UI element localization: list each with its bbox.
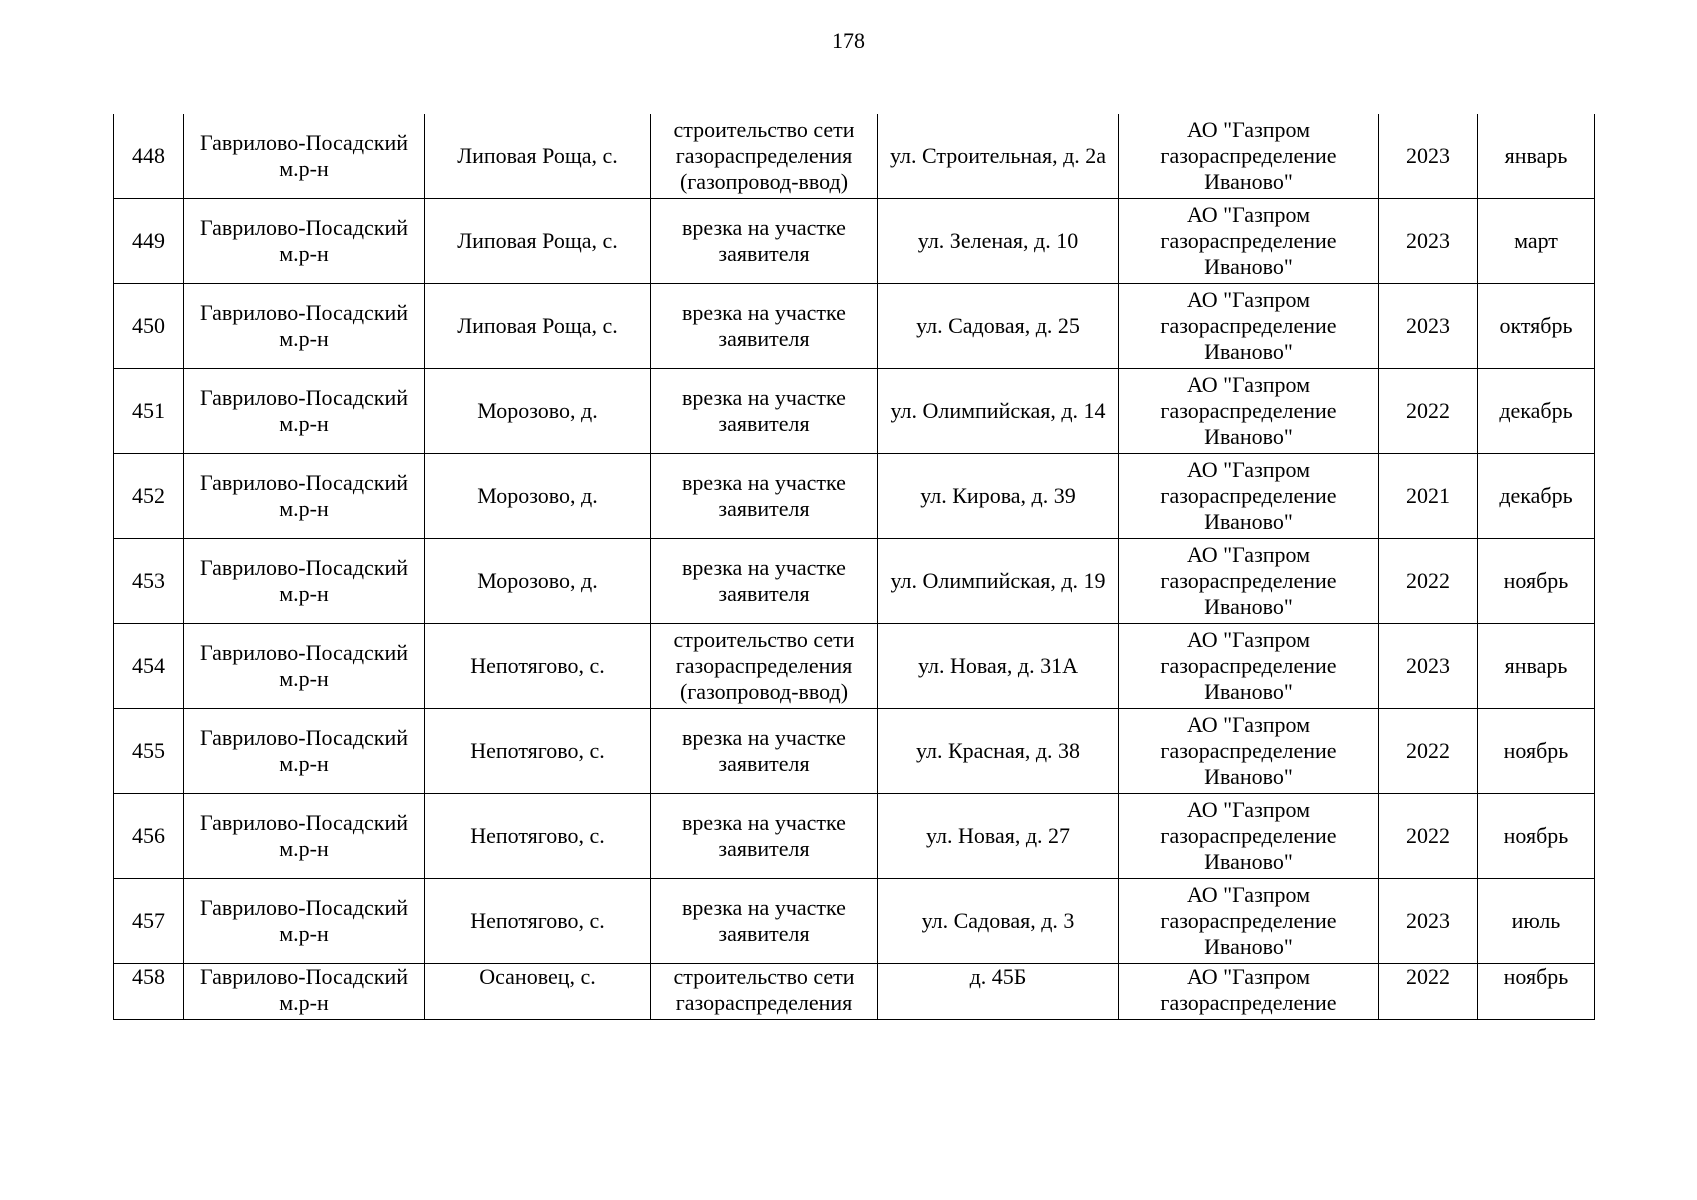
address-cell: ул. Олимпийская, д. 14 (878, 369, 1119, 454)
month-cell: декабрь (1478, 369, 1595, 454)
settlement-cell: Морозово, д. (425, 539, 651, 624)
row-number: 453 (114, 539, 184, 624)
table-row (114, 879, 1595, 964)
organization-cell: АО "Газпром газораспределение Иваново" (1119, 539, 1379, 624)
work-type-cell: врезка на участке заявителя (651, 199, 878, 284)
address-cell: ул. Садовая, д. 3 (878, 879, 1119, 964)
table-row (114, 794, 1595, 879)
year-cell: 2023 (1379, 114, 1478, 199)
table-row (114, 114, 1595, 199)
district-cell: Гаврилово-Посадский м.р-н (184, 624, 425, 709)
address-cell: ул. Кирова, д. 39 (878, 454, 1119, 539)
year-cell: 2022 (1379, 794, 1478, 879)
year-cell: 2022 (1379, 709, 1478, 794)
settlement-cell: Липовая Роща, с. (425, 199, 651, 284)
table-row (114, 539, 1595, 624)
settlement-cell: Липовая Роща, с. (425, 114, 651, 199)
work-type-cell: врезка на участке заявителя (651, 879, 878, 964)
work-type-cell: врезка на участке заявителя (651, 284, 878, 369)
table-row (114, 709, 1595, 794)
district-cell: Гаврилово-Посадский м.р-н (184, 284, 425, 369)
year-cell: 2021 (1379, 454, 1478, 539)
year-cell: 2022 (1379, 539, 1478, 624)
month-cell: ноябрь (1478, 794, 1595, 879)
month-cell: январь (1478, 114, 1595, 199)
address-cell: ул. Красная, д. 38 (878, 709, 1119, 794)
settlement-cell: Непотягово, с. (425, 709, 651, 794)
settlement-cell: Морозово, д. (425, 454, 651, 539)
table-row (114, 199, 1595, 284)
year-cell: 2022 (1379, 964, 1478, 1020)
month-cell: июль (1478, 879, 1595, 964)
district-cell: Гаврилово-Посадский м.р-н (184, 539, 425, 624)
settlement-cell: Морозово, д. (425, 369, 651, 454)
row-number: 450 (114, 284, 184, 369)
row-number: 449 (114, 199, 184, 284)
row-number: 454 (114, 624, 184, 709)
address-cell: ул. Олимпийская, д. 19 (878, 539, 1119, 624)
table-row (114, 964, 1595, 1020)
table-row (114, 454, 1595, 539)
table-row (114, 624, 1595, 709)
row-number: 455 (114, 709, 184, 794)
work-type-cell: врезка на участке заявителя (651, 539, 878, 624)
year-cell: 2023 (1379, 879, 1478, 964)
organization-cell: АО "Газпром газораспределение Иваново" (1119, 114, 1379, 199)
organization-cell: АО "Газпром газораспределение Иваново" (1119, 284, 1379, 369)
organization-cell: АО "Газпром газораспределение Иваново" (1119, 879, 1379, 964)
year-cell: 2023 (1379, 284, 1478, 369)
work-type-cell: строительство сети газораспределения (газопровод-ввод) (651, 624, 878, 709)
district-cell: Гаврилово-Посадский м.р-н (184, 369, 425, 454)
work-type-cell: врезка на участке заявителя (651, 454, 878, 539)
address-cell: ул. Строительная, д. 2а (878, 114, 1119, 199)
table-row (114, 284, 1595, 369)
organization-cell: АО "Газпром газораспределение Иваново" (1119, 624, 1379, 709)
row-number: 457 (114, 879, 184, 964)
year-cell: 2023 (1379, 624, 1478, 709)
organization-cell: АО "Газпром газораспределение Иваново" (1119, 709, 1379, 794)
address-cell: ул. Зеленая, д. 10 (878, 199, 1119, 284)
district-cell: Гаврилово-Посадский м.р-н (184, 879, 425, 964)
table-body (114, 114, 1595, 1020)
row-number: 456 (114, 794, 184, 879)
district-cell: Гаврилово-Посадский м.р-н (184, 454, 425, 539)
row-number: 452 (114, 454, 184, 539)
month-cell: ноябрь (1478, 709, 1595, 794)
work-type-cell: врезка на участке заявителя (651, 709, 878, 794)
page-number: 178 (832, 28, 865, 53)
organization-cell: АО "Газпром газораспределение Иваново" (1119, 369, 1379, 454)
work-type-cell: врезка на участке заявителя (651, 369, 878, 454)
district-cell: Гаврилово-Посадский м.р-н (184, 964, 425, 1020)
district-cell: Гаврилово-Посадский м.р-н (184, 709, 425, 794)
organization-cell: АО "Газпром газораспределение Иваново" (1119, 794, 1379, 879)
settlement-cell: Непотягово, с. (425, 624, 651, 709)
address-cell: ул. Садовая, д. 25 (878, 284, 1119, 369)
settlement-cell: Липовая Роща, с. (425, 284, 651, 369)
address-cell: ул. Новая, д. 27 (878, 794, 1119, 879)
work-type-cell: строительство сети газораспределения (газопровод-ввод) (651, 114, 878, 199)
address-cell: ул. Новая, д. 31А (878, 624, 1119, 709)
table-row (114, 369, 1595, 454)
row-number: 448 (114, 114, 184, 199)
work-type-cell: строительство сети газораспределения (651, 964, 878, 1020)
organization-cell: АО "Газпром газораспределение (1119, 964, 1379, 1020)
organization-cell: АО "Газпром газораспределение Иваново" (1119, 454, 1379, 539)
settlement-cell: Осановец, с. (425, 964, 651, 1020)
row-number: 458 (114, 964, 184, 1020)
year-cell: 2023 (1379, 199, 1478, 284)
district-cell: Гаврилово-Посадский м.р-н (184, 199, 425, 284)
month-cell: ноябрь (1478, 539, 1595, 624)
month-cell: декабрь (1478, 454, 1595, 539)
row-number: 451 (114, 369, 184, 454)
work-type-cell: врезка на участке заявителя (651, 794, 878, 879)
year-cell: 2022 (1379, 369, 1478, 454)
organization-cell: АО "Газпром газораспределение Иваново" (1119, 199, 1379, 284)
month-cell: ноябрь (1478, 964, 1595, 1020)
month-cell: январь (1478, 624, 1595, 709)
settlement-cell: Непотягово, с. (425, 794, 651, 879)
address-cell: д. 45Б (878, 964, 1119, 1020)
month-cell: октябрь (1478, 284, 1595, 369)
district-cell: Гаврилово-Посадский м.р-н (184, 114, 425, 199)
settlement-cell: Непотягово, с. (425, 879, 651, 964)
month-cell: март (1478, 199, 1595, 284)
construction-schedule-table (113, 114, 1595, 1020)
district-cell: Гаврилово-Посадский м.р-н (184, 794, 425, 879)
